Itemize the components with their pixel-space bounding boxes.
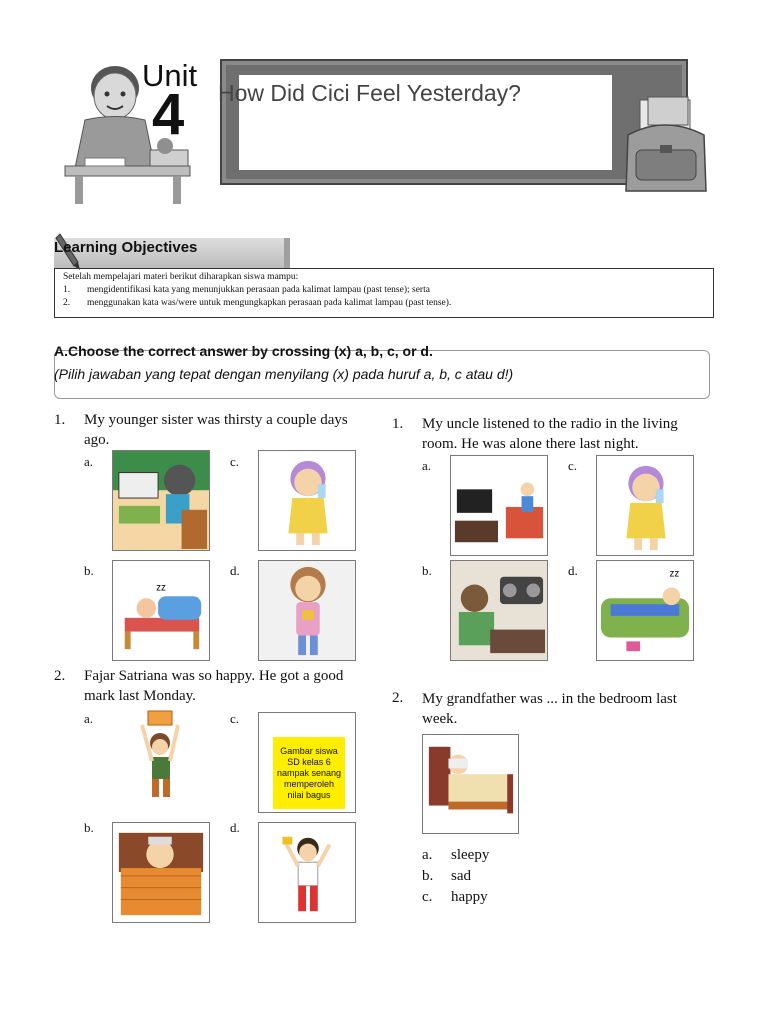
option-letter-c[interactable]: c. <box>230 711 240 726</box>
question-text-line2: room. He was alone there last night. <box>422 436 639 452</box>
option-letter-d[interactable]: d. <box>230 563 240 578</box>
question-text-line1: Fajar Satriana was so happy. He got a good <box>84 668 344 684</box>
option-image-man-sleeping-sofa[interactable] <box>596 560 694 661</box>
option-letter-c[interactable]: c. <box>230 454 240 469</box>
option-letter-b[interactable]: b. <box>422 563 432 578</box>
question-number: 2. <box>54 668 66 684</box>
option-image-girl-drinking[interactable] <box>258 450 356 551</box>
placeholder-note: Gambar siswa SD kelas 6 nampak senang memperoleh nilai bagus <box>273 737 345 809</box>
svg-text:zz: zz <box>156 582 166 594</box>
option-letter-b[interactable]: b. <box>84 563 94 578</box>
question-text-line1: My younger sister was thirsty a couple days <box>84 412 348 428</box>
option-image-placeholder[interactable] <box>258 712 356 813</box>
option-letter-a[interactable]: a. <box>84 711 94 726</box>
option-image-boy-with-gift[interactable] <box>112 707 210 808</box>
section-a-subtitle: (Pilih jawaban yang tepat dengan menyilang (x) pada huruf a, b, c atau d!) <box>54 366 514 382</box>
option-image-girl-standing[interactable] <box>258 560 356 661</box>
answer-text-a[interactable]: sleepy <box>451 847 490 863</box>
answer-letter-c[interactable]: c. <box>422 889 433 905</box>
option-letter-b[interactable]: b. <box>84 820 94 835</box>
answer-text-b[interactable]: sad <box>451 868 471 884</box>
objective-text: mengidentifikasi kata yang menunjukkan perasaan pada kalimat lampau (past tense); serta <box>87 285 430 295</box>
backpack-illustration <box>620 95 712 197</box>
unit-number: 4 <box>152 82 185 147</box>
question-number: 1. <box>54 412 66 428</box>
option-letter-c[interactable]: c. <box>568 458 578 473</box>
objective-item <box>63 284 705 297</box>
question-text-line2: week. <box>422 711 458 727</box>
question-text-line2: mark last Monday. <box>84 688 196 704</box>
option-image-child-sleeping[interactable] <box>112 560 210 661</box>
objective-text: menggunakan kata was/were untuk mengungkapkan perasaan pada kalimat lampau (past tense). <box>87 298 452 308</box>
question-number: 1. <box>392 416 404 432</box>
option-image-man-watching-tv[interactable] <box>450 455 548 556</box>
objective-number: 2. <box>63 298 71 308</box>
option-letter-a[interactable]: a. <box>84 454 94 469</box>
option-image-girl-drinking[interactable] <box>596 455 694 556</box>
objectives-box <box>54 268 714 318</box>
objective-item <box>63 297 705 310</box>
objectives-intro: Setelah mempelajari materi berikut diharapkan siswa mampu: <box>63 272 299 282</box>
answer-letter-b[interactable]: b. <box>422 868 434 884</box>
objective-number: 1. <box>63 285 71 295</box>
objectives-list <box>63 284 705 310</box>
option-image-man-with-radio[interactable] <box>450 560 548 661</box>
answer-text-c[interactable]: happy <box>451 889 488 905</box>
question-text-line1: My uncle listened to the radio in the living <box>422 416 678 432</box>
answer-letter-a[interactable]: a. <box>422 847 433 863</box>
grandfather-in-bed-image <box>422 734 519 834</box>
chalkboard-frame <box>220 59 688 185</box>
option-image-girl-watching-tv[interactable] <box>112 450 210 551</box>
unit-title: How Did Cici Feel Yesterday? <box>218 80 521 106</box>
unit-label: Unit <box>142 58 198 93</box>
objectives-heading: Learning Objectives <box>54 239 198 256</box>
question-text-line2: ago. <box>84 432 110 448</box>
option-image-boy-celebrating[interactable] <box>258 822 356 923</box>
option-image-boy-sick-in-bed[interactable] <box>112 822 210 923</box>
section-a-title: A.Choose the correct answer by crossing (x) a, b, c, or d. <box>54 343 433 359</box>
question-text-line1: My grandfather was ... in the bedroom last <box>422 691 677 707</box>
option-letter-a[interactable]: a. <box>422 458 432 473</box>
question-number: 2. <box>392 690 404 706</box>
svg-text:zz: zz <box>669 568 680 580</box>
option-letter-d[interactable]: d. <box>230 820 240 835</box>
option-letter-d[interactable]: d. <box>568 563 578 578</box>
